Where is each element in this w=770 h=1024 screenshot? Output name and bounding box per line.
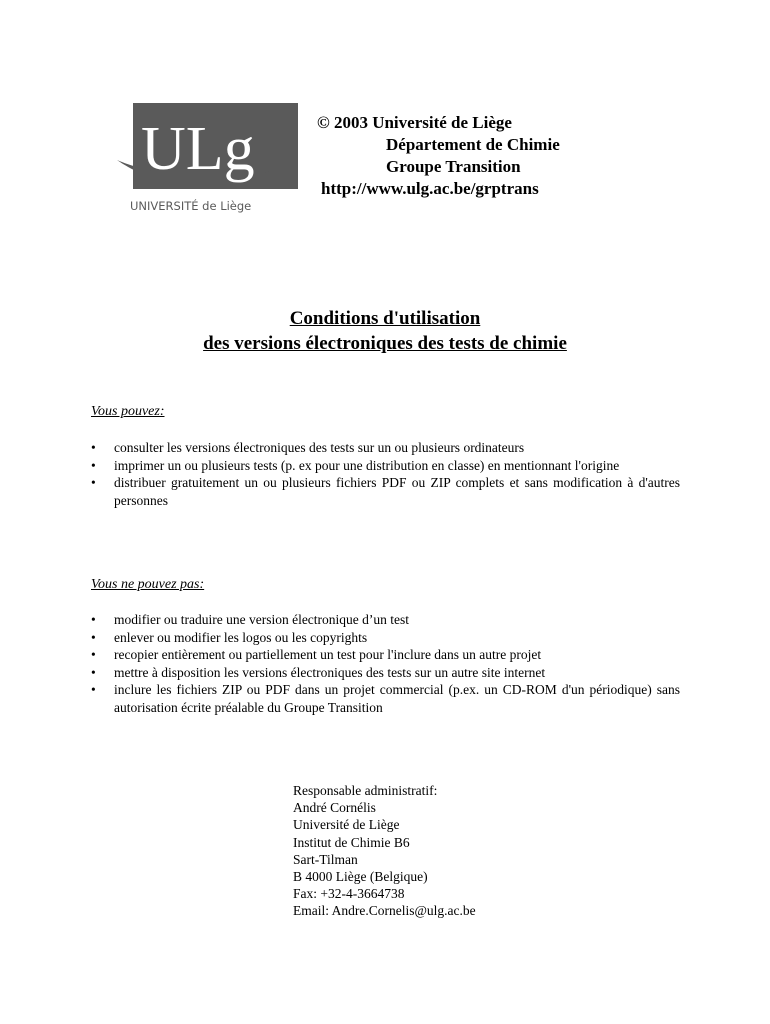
- contact-name: André Cornélis: [293, 800, 376, 816]
- list-item: [91, 664, 680, 682]
- title-line-1: Conditions d'utilisation: [289, 308, 481, 329]
- contact-role: Responsable administratif:: [293, 783, 438, 798]
- logo-letters: ULg: [141, 115, 255, 183]
- section-label-forbidden: Vous ne pouvez pas:: [91, 577, 205, 592]
- list-item-text: recopier entièrement ou partiellement un test pour l'inclure dans un autre projet: [114, 647, 542, 662]
- contact-campus: Sart-Tilman: [293, 851, 358, 867]
- list-item-text: distribuer gratuitement un ou plusieurs fichiers PDF ou ZIP complets et sans modification à d'autres personnes: [114, 475, 680, 508]
- allowed-list: [91, 439, 680, 509]
- list-item: [91, 629, 680, 647]
- list-item: [91, 646, 680, 664]
- contact-university: Université de Liège: [293, 817, 400, 833]
- group-line: Groupe Transition: [386, 157, 521, 176]
- list-item: [91, 439, 680, 457]
- website-url: http://www.ulg.ac.be/grptrans: [321, 179, 539, 198]
- document-title: [0, 306, 770, 356]
- title-line-2: des versions électroniques des tests de chimie: [203, 333, 567, 354]
- bullet-icon: •: [91, 475, 96, 490]
- bullet-icon: •: [91, 440, 96, 455]
- contact-email: Email: Andre.Cornelis@ulg.ac.be: [293, 903, 476, 919]
- contact-city: B 4000 Liège (Belgique): [293, 869, 428, 885]
- bullet-icon: •: [91, 664, 96, 680]
- list-item: [91, 611, 680, 629]
- list-item-text: imprimer un ou plusieurs tests (p. ex pour une distribution en classe) en mentionnant l'origine: [114, 457, 620, 473]
- bullet-icon: •: [91, 629, 96, 645]
- bullet-icon: •: [91, 682, 96, 697]
- list-item-text: consulter les versions électroniques des tests sur un ou plusieurs ordinateurs: [114, 440, 525, 455]
- contact-institute: Institut de Chimie B6: [293, 834, 410, 850]
- logo-caption: UNIVERSITÉ de Liège: [130, 199, 252, 213]
- section-label-allowed: Vous pouvez:: [91, 404, 165, 419]
- bullet-icon: •: [91, 647, 96, 662]
- list-item-text: mettre à disposition les versions électroniques des tests sur un autre site internet: [114, 664, 546, 680]
- forbidden-list: [91, 611, 680, 716]
- bullet-icon: •: [91, 457, 96, 473]
- list-item-text: modifier ou traduire une version électronique d’un test: [114, 612, 410, 627]
- bullet-icon: •: [91, 612, 96, 627]
- department-line: Département de Chimie: [386, 135, 560, 154]
- list-item: [91, 681, 680, 716]
- list-item: [91, 474, 680, 509]
- contact-address: [293, 782, 476, 920]
- copyright-header: [300, 112, 640, 200]
- list-item-text: enlever ou modifier les logos ou les copyrights: [114, 629, 368, 645]
- ulg-logo-graphic: [117, 103, 299, 215]
- copyright-line: © 2003 Université de Liège: [317, 113, 512, 132]
- list-item-text: inclure les fichiers ZIP ou PDF dans un projet commercial (p.ex. un CD-ROM d'un périodique) sans autorisation écrite préalable du Groupe Transition: [114, 682, 680, 715]
- contact-fax: Fax: +32-4-3664738: [293, 886, 405, 902]
- list-item: [91, 457, 680, 475]
- ulg-logo: [117, 103, 299, 215]
